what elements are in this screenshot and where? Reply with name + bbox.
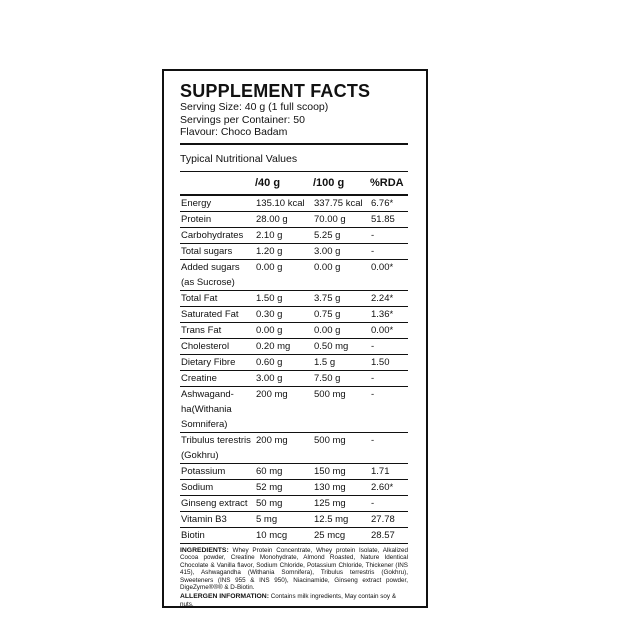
value-rda — [370, 211, 408, 227]
value-per-100g — [313, 386, 370, 432]
ingredients-label: INGREDIENTS: — [180, 546, 229, 554]
value-per-40g — [255, 211, 313, 227]
value-rda — [370, 432, 408, 463]
value-per-100g-line: 3.00 g — [314, 245, 341, 257]
nutrient-name-line: Tribulus terestris — [181, 434, 251, 446]
value-per-100g — [313, 495, 370, 511]
value-per-100g-line: 3.75 g — [314, 292, 341, 304]
value-per-100g — [313, 479, 370, 495]
value-rda-line: - — [371, 340, 375, 352]
nutrient-name-line: Trans Fat — [181, 324, 222, 336]
nutrient-name-line: Ginseng extract — [181, 497, 248, 509]
nutrient-name-line: Added sugars — [181, 261, 240, 273]
allergen-text: Contains milk ingredients, May contain soy & nuts. — [180, 593, 397, 609]
nutrient-name-line: Vitamin B3 — [181, 513, 227, 525]
table-row — [180, 370, 408, 386]
value-per-100g-line: 1.5 g — [314, 356, 336, 368]
value-rda — [370, 386, 408, 432]
value-per-100g-line: 337.75 kcal — [314, 197, 363, 209]
nutrient-name-line: Carbohydrates — [181, 229, 244, 241]
value-per-100g — [313, 259, 370, 290]
table-row — [180, 479, 408, 495]
value-per-40g-line: 200 mg — [256, 434, 288, 446]
nutrient-name — [180, 432, 255, 463]
value-per-40g — [255, 195, 313, 212]
table-row — [180, 354, 408, 370]
nutrient-name-line: Saturated Fat — [181, 308, 239, 320]
column-header: /40 g — [255, 172, 313, 195]
table-row — [180, 495, 408, 511]
nutrient-name — [180, 306, 255, 322]
value-per-40g — [255, 527, 313, 543]
nutrient-name-line: Protein — [181, 213, 212, 225]
value-rda — [370, 338, 408, 354]
value-per-40g-line: 60 mg — [256, 465, 283, 477]
value-rda — [370, 227, 408, 243]
value-per-100g-line: 0.00 g — [314, 324, 341, 336]
value-per-40g-line: 28.00 g — [256, 213, 288, 225]
column-header: /100 g — [313, 172, 370, 195]
table-row — [180, 227, 408, 243]
nutrition-table — [180, 172, 408, 544]
value-per-40g-line: 1.50 g — [256, 292, 283, 304]
value-per-100g — [313, 527, 370, 543]
value-per-100g-line: 130 mg — [314, 481, 346, 493]
allergen-label: ALLERGEN INFORMATION: — [180, 593, 269, 601]
nutrient-name — [180, 195, 255, 212]
value-rda-line: 28.57 — [371, 529, 395, 541]
nutrient-name — [180, 211, 255, 227]
table-row — [180, 527, 408, 543]
value-per-100g — [313, 243, 370, 259]
value-per-40g-line: 135.10 kcal — [256, 197, 305, 209]
nutrient-name-line: Ashwagand- — [181, 388, 234, 400]
table-row — [180, 243, 408, 259]
value-per-100g — [313, 322, 370, 338]
value-per-40g — [255, 243, 313, 259]
nutrient-name — [180, 259, 255, 290]
nutrient-name-line: Dietary Fibre — [181, 356, 236, 368]
value-per-40g — [255, 463, 313, 479]
nutrient-name-line: Potassium — [181, 465, 226, 477]
value-per-40g — [255, 290, 313, 306]
nutrient-name — [180, 290, 255, 306]
value-rda-line: - — [371, 245, 375, 257]
value-rda-line: - — [371, 388, 375, 400]
value-per-40g-line: 2.10 g — [256, 229, 283, 241]
value-per-40g — [255, 511, 313, 527]
value-per-100g — [313, 432, 370, 463]
nutrient-name — [180, 243, 255, 259]
nutrient-name-line: Total Fat — [181, 292, 218, 304]
value-rda — [370, 306, 408, 322]
value-per-40g-line: 0.00 g — [256, 261, 283, 273]
value-rda — [370, 259, 408, 290]
value-per-40g-line: 1.20 g — [256, 245, 283, 257]
table-row — [180, 338, 408, 354]
value-rda-line: 1.71 — [371, 465, 390, 477]
nutrient-name — [180, 354, 255, 370]
value-rda — [370, 511, 408, 527]
table-row — [180, 306, 408, 322]
nutrient-name — [180, 511, 255, 527]
nutrient-name — [180, 527, 255, 543]
value-rda-line: 51.85 — [371, 213, 395, 225]
nutrient-name-line: Cholesterol — [181, 340, 230, 352]
nutrient-name-line: (Gokhru) — [181, 449, 219, 461]
value-per-40g — [255, 322, 313, 338]
value-per-100g — [313, 511, 370, 527]
value-per-40g — [255, 227, 313, 243]
ingredients — [180, 547, 408, 593]
value-rda — [370, 370, 408, 386]
value-per-40g-line: 5 mg — [256, 513, 278, 525]
value-rda-line: 1.36* — [371, 308, 394, 320]
value-rda-line: - — [371, 229, 375, 241]
value-rda-line: 27.78 — [371, 513, 395, 525]
table-row — [180, 195, 408, 212]
value-per-100g — [313, 338, 370, 354]
value-per-40g — [255, 386, 313, 432]
value-per-100g-line: 70.00 g — [314, 213, 346, 225]
table-body — [180, 195, 408, 544]
table-header-row — [180, 172, 408, 195]
value-rda — [370, 195, 408, 212]
table-row — [180, 511, 408, 527]
value-per-100g-line: 12.5 mg — [314, 513, 349, 525]
column-header — [180, 172, 255, 195]
value-per-100g — [313, 195, 370, 212]
supplement-facts-panel — [162, 69, 428, 608]
value-per-40g-line: 0.20 mg — [256, 340, 291, 352]
value-per-100g-line: 500 mg — [314, 434, 346, 446]
table-row — [180, 322, 408, 338]
value-per-100g — [313, 290, 370, 306]
nutrient-name — [180, 463, 255, 479]
nutrient-name-line: Somnifera) — [181, 418, 228, 430]
value-per-40g-line: 200 mg — [256, 388, 288, 400]
nutrient-name-line: (as Sucrose) — [181, 276, 235, 288]
value-per-40g-line: 0.30 g — [256, 308, 283, 320]
value-rda — [370, 527, 408, 543]
ingredients-text: Whey Protein Concentrate, Whey protein Isolate, Alkalized Cocoa powder, Creatine Monohydrate, Almond Roasted, Nature Identical Chocolate & Vanilla flavor, Sodium Chloride, Potassium Chloride, Thickener (INS 415), Ashwagandha (Withania Somnifera), Tribulus terrestris (Gokhru), Sweeteners (INS 955 & INS 950), Niacinamide, Ginseng extract powder, DigeZyme®®® & D-Biotin. — [180, 546, 408, 592]
table-row — [180, 432, 408, 463]
table-row — [180, 290, 408, 306]
table-row — [180, 386, 408, 432]
value-per-100g-line: 125 mg — [314, 497, 346, 509]
value-rda — [370, 322, 408, 338]
value-per-40g-line: 3.00 g — [256, 372, 283, 384]
value-rda — [370, 243, 408, 259]
nutrient-name — [180, 495, 255, 511]
value-per-40g — [255, 479, 313, 495]
value-per-40g — [255, 354, 313, 370]
value-per-40g-line: 0.60 g — [256, 356, 283, 368]
nutrient-name-line: Total sugars — [181, 245, 233, 257]
value-per-100g — [313, 227, 370, 243]
column-header: %RDA — [370, 172, 408, 195]
table-row — [180, 463, 408, 479]
value-per-100g-line: 500 mg — [314, 388, 346, 400]
value-per-40g — [255, 495, 313, 511]
value-rda-line: - — [371, 497, 375, 509]
value-per-40g — [255, 370, 313, 386]
nutrient-name-line: Energy — [181, 197, 212, 209]
value-rda-line: 2.24* — [371, 292, 394, 304]
value-rda — [370, 463, 408, 479]
value-per-40g-line: 0.00 g — [256, 324, 283, 336]
divider — [180, 143, 408, 145]
value-rda-line: 0.00* — [371, 324, 394, 336]
nutrient-name — [180, 370, 255, 386]
value-rda-line: 6.76* — [371, 197, 394, 209]
value-per-100g-line: 150 mg — [314, 465, 346, 477]
allergen-information — [180, 593, 408, 609]
value-per-100g — [313, 354, 370, 370]
value-per-100g-line: 0.75 g — [314, 308, 341, 320]
value-rda-line: 2.60* — [371, 481, 394, 493]
value-per-40g-line: 10 mcg — [256, 529, 288, 541]
nutrient-name — [180, 338, 255, 354]
value-per-40g — [255, 338, 313, 354]
value-rda — [370, 354, 408, 370]
value-rda-line: 1.50 — [371, 356, 390, 368]
nutrient-name — [180, 386, 255, 432]
table-caption: Typical Nutritional Values — [180, 152, 298, 165]
value-rda-line: - — [371, 372, 375, 384]
value-per-100g-line: 0.50 mg — [314, 340, 349, 352]
value-per-100g — [313, 211, 370, 227]
value-rda — [370, 479, 408, 495]
value-per-40g-line: 50 mg — [256, 497, 283, 509]
value-per-100g-line: 25 mcg — [314, 529, 346, 541]
value-per-40g-line: 52 mg — [256, 481, 283, 493]
value-per-40g — [255, 306, 313, 322]
value-per-40g — [255, 259, 313, 290]
servings-per-container: Servings per Container: 50 — [180, 113, 305, 126]
value-rda — [370, 290, 408, 306]
nutrient-name — [180, 479, 255, 495]
serving-size: Serving Size: 40 g (1 full scoop) — [180, 101, 329, 113]
value-rda — [370, 495, 408, 511]
flavour: Flavour: Choco Badam — [180, 126, 288, 138]
table-row — [180, 211, 408, 227]
value-per-100g — [313, 463, 370, 479]
nutrient-name-line: Creatine — [181, 372, 217, 384]
value-rda-line: 0.00* — [371, 261, 394, 273]
nutrient-name-line: Biotin — [181, 529, 205, 541]
panel-title: SUPPLEMENT FACTS — [180, 81, 371, 101]
value-rda-line: - — [371, 434, 375, 446]
value-per-40g — [255, 432, 313, 463]
nutrient-name — [180, 227, 255, 243]
value-per-100g — [313, 306, 370, 322]
nutrient-name-line: Sodium — [181, 481, 214, 493]
panel-content — [180, 81, 408, 609]
value-per-100g-line: 5.25 g — [314, 229, 341, 241]
value-per-100g-line: 0.00 g — [314, 261, 341, 273]
value-per-100g-line: 7.50 g — [314, 372, 341, 384]
nutrient-name — [180, 322, 255, 338]
table-row — [180, 259, 408, 290]
nutrient-name-line: ha(Withania — [181, 403, 232, 415]
value-per-100g — [313, 370, 370, 386]
